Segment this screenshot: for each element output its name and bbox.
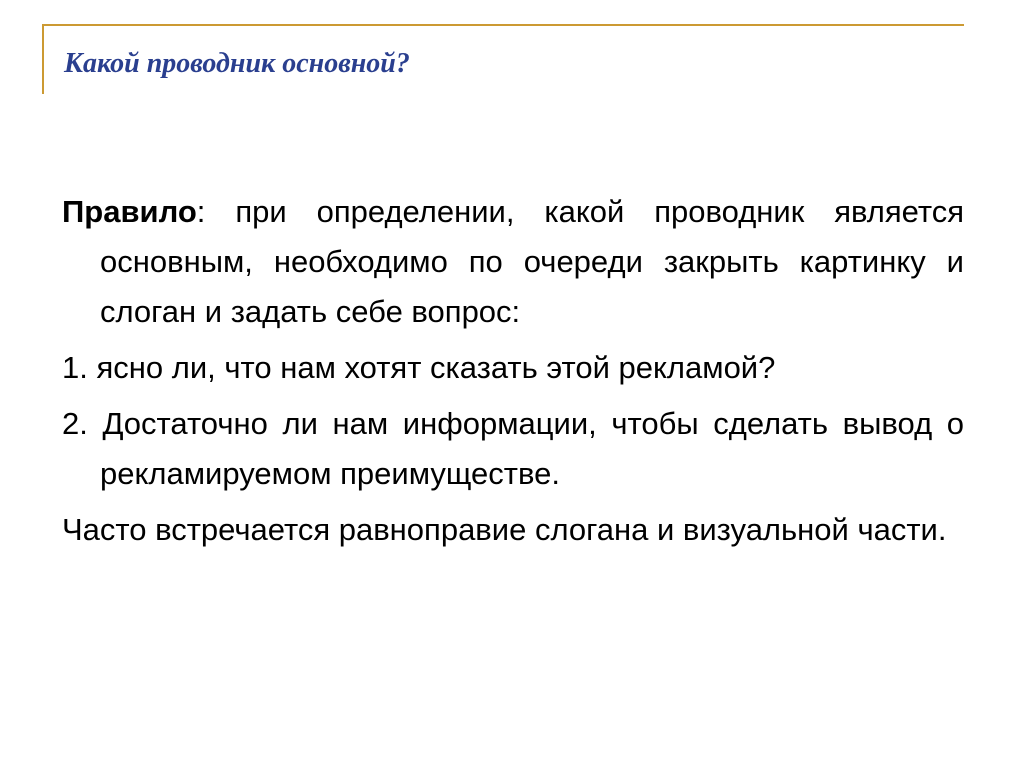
top-divider-line	[42, 24, 964, 26]
question-1: 1. ясно ли, что нам хотят сказать этой рекламой?	[62, 350, 776, 385]
slide-title: Какой проводник основной?	[64, 48, 410, 79]
left-accent-line	[42, 24, 44, 94]
rule-term: Правило	[62, 194, 197, 229]
slide-body	[62, 187, 964, 555]
question-2: 2. Достаточно ли нам информации, чтобы сделать вывод о рекламируемом преимуществе.	[62, 406, 964, 491]
conclusion-paragraph: Часто встречается равноправие слогана и визуальной части.	[62, 512, 947, 547]
rule-paragraph	[62, 187, 964, 337]
rule-text: : при определении, какой проводник является основным, необходимо по очереди закрыть картинку и слоган и задать себе вопрос:	[100, 194, 964, 329]
